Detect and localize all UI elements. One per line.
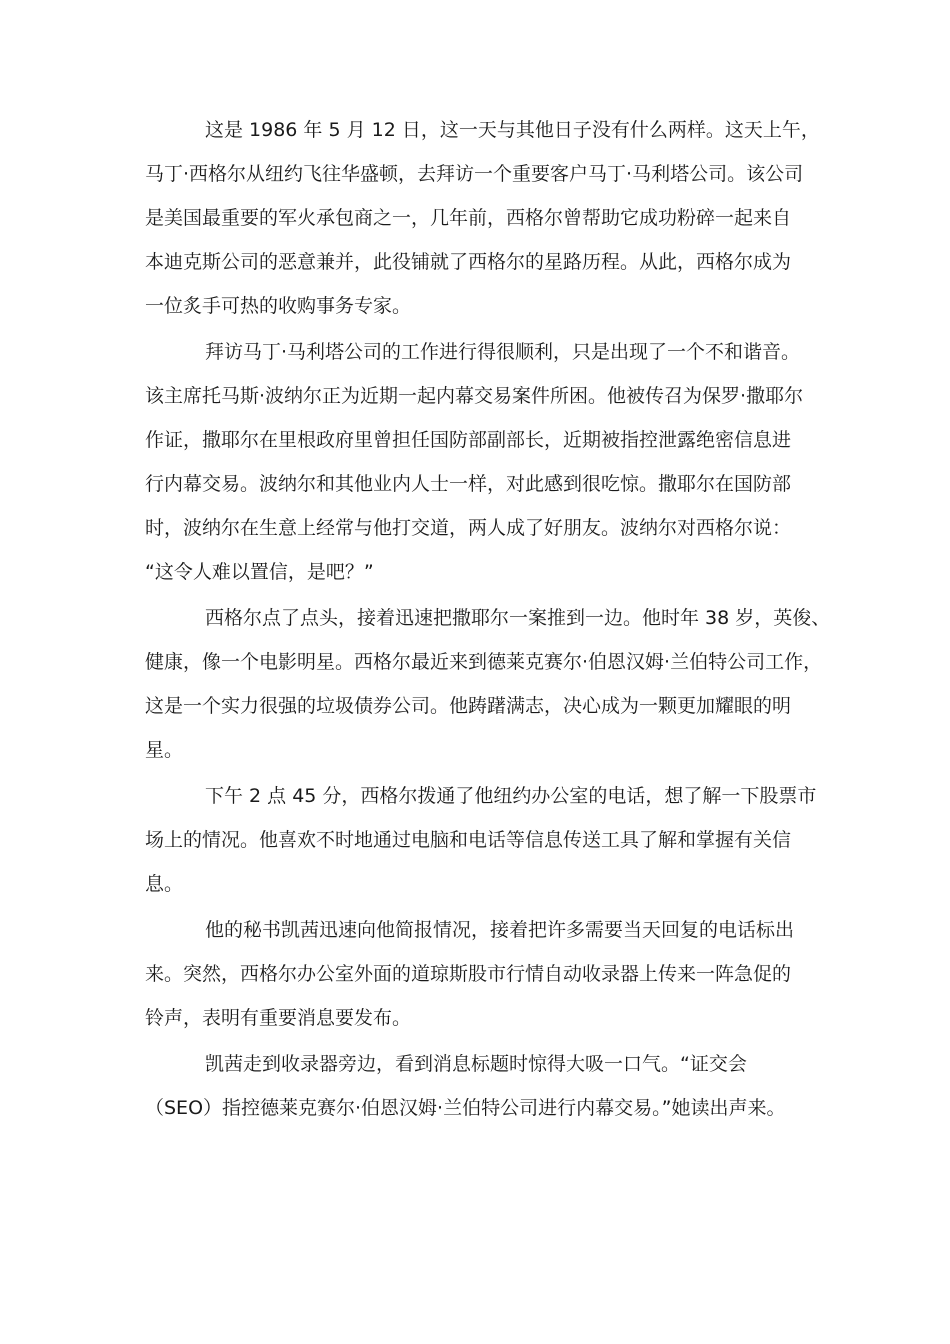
text-line: 星。 bbox=[145, 739, 184, 761]
text-line: 这是 1986 年 5 月 12 日，这一天与其他日子没有什么两样。这天上午， bbox=[205, 119, 820, 141]
text-line: 铃声，表明有重要消息要发布。 bbox=[145, 1007, 412, 1029]
text-line: 健康，像一个电影明星。西格尔最近来到德莱克赛尔·伯恩汉姆·兰伯特公司工作， bbox=[145, 651, 823, 673]
text-line: 西格尔点了点头，接着迅速把撒耶尔一案推到一边。他时年 38 岁，英俊、 bbox=[205, 607, 831, 629]
paragraph-6 bbox=[145, 1042, 835, 1130]
text-line: 来。突然，西格尔办公室外面的道琼斯股市行情自动收录器上传来一阵急促的 bbox=[145, 963, 792, 985]
text-line: 他的秘书凯茜迅速向他简报情况，接着把许多需要当天回复的电话标出 bbox=[205, 919, 795, 941]
text-line: 下午 2 点 45 分，西格尔拨通了他纽约办公室的电话，想了解一下股票市 bbox=[205, 785, 817, 807]
paragraph-1 bbox=[145, 108, 835, 328]
paragraph-2 bbox=[145, 330, 835, 594]
text-line: “这令人难以置信，是吧？” bbox=[145, 561, 374, 583]
text-line: 马丁·西格尔从纽约飞往华盛顿，去拜访一个重要客户马丁·马利塔公司。该公司 bbox=[145, 163, 804, 185]
text-line: 该主席托马斯·波纳尔正为近期一起内幕交易案件所困。他被传召为保罗·撒耶尔 bbox=[145, 385, 804, 407]
text-line: 行内幕交易。波纳尔和其他业内人士一样，对此感到很吃惊。撒耶尔在国防部 bbox=[145, 473, 792, 495]
text-line: 是美国最重要的军火承包商之一，几年前，西格尔曾帮助它成功粉碎一起来自 bbox=[145, 207, 792, 229]
text-line: 一位炙手可热的收购事务专家。 bbox=[145, 295, 412, 317]
text-line: 时，波纳尔在生意上经常与他打交道，两人成了好朋友。波纳尔对西格尔说： bbox=[145, 517, 792, 539]
paragraph-5 bbox=[145, 908, 835, 1040]
text-line: 场上的情况。他喜欢不时地通过电脑和电话等信息传送工具了解和掌握有关信 bbox=[145, 829, 792, 851]
text-line: （SEO）指控德莱克赛尔·伯恩汉姆·兰伯特公司进行内幕交易。”她读出声来。 bbox=[145, 1097, 786, 1119]
text-line: 凯茜走到收录器旁边，看到消息标题时惊得大吸一口气。“证交会 bbox=[205, 1053, 747, 1075]
document-body bbox=[145, 108, 835, 1130]
paragraph-4 bbox=[145, 774, 835, 906]
paragraph-3 bbox=[145, 596, 835, 772]
text-line: 这是一个实力很强的垃圾债券公司。他踌躇满志，决心成为一颗更加耀眼的明 bbox=[145, 695, 792, 717]
text-line: 作证，撒耶尔在里根政府里曾担任国防部副部长，近期被指控泄露绝密信息进 bbox=[145, 429, 792, 451]
text-line: 本迪克斯公司的恶意兼并，此役铺就了西格尔的星路历程。从此，西格尔成为 bbox=[145, 251, 792, 273]
text-line: 拜访马丁·马利塔公司的工作进行得很顺利，只是出现了一个不和谐音。 bbox=[205, 341, 801, 363]
text-line: 息。 bbox=[145, 873, 184, 895]
